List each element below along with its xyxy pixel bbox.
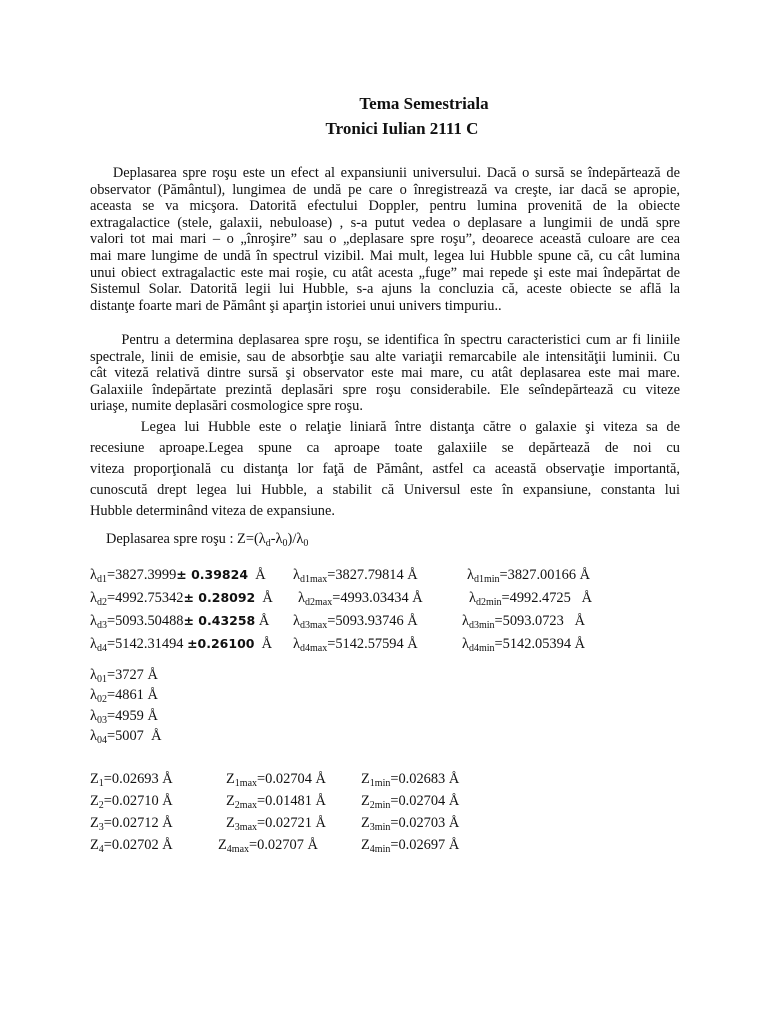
lambda-0-row-value: =3727 Å — [106, 667, 158, 683]
lambda-d-max-subscript: d2max — [304, 597, 333, 608]
z-cell — [90, 836, 173, 854]
z-max-symbol: Z — [226, 771, 235, 787]
z-min-subscript: 1min — [369, 778, 391, 789]
lambda-d-min-value: =4992.4725 Å — [501, 590, 593, 606]
z-max-symbol: Z — [226, 793, 235, 809]
lambda-0-row — [90, 686, 158, 704]
z-min-subscript: 3min — [369, 822, 391, 833]
lambda-d-cell-symbol: λ — [90, 636, 97, 652]
lambda-d-max-symbol: λ — [293, 613, 300, 629]
z-max-subscript: 4max — [226, 844, 250, 855]
lambda-0-row-value: =5007 Å — [106, 727, 162, 744]
lambda-d-cell-symbol: λ — [90, 613, 97, 629]
lambda-d-max-cell — [293, 635, 418, 653]
z-cell-value: =0.02710 Å — [103, 793, 173, 809]
formula-sub-0b: 0 — [303, 538, 309, 549]
z-min-value: =0.02683 Å — [390, 771, 460, 787]
lambda-d-unit: Å — [248, 567, 266, 583]
redshift-formula — [106, 530, 308, 548]
z-max-value: =0.02704 Å — [257, 771, 326, 787]
z-min-value: =0.02697 Å — [390, 837, 460, 853]
z-max-cell — [226, 770, 326, 788]
z-cell-symbol: Z — [90, 771, 99, 787]
lambda-d-min-subscript: d1min — [473, 574, 500, 585]
author-line: Tronici Iulian 2111 C — [325, 119, 479, 138]
lambda-d-max-subscript: d4max — [299, 643, 328, 654]
z-max-value: =0.02721 Å — [257, 815, 326, 831]
paragraph-line: mai mare lungime de undă în spectrul vizibil. Mai mult, legea lui Hubble spune că, cu cât lumina — [90, 248, 680, 264]
z-cell — [90, 814, 173, 832]
z-min-cell — [361, 814, 459, 832]
lambda-d-uncertainty: ± 0.28092 — [183, 590, 256, 605]
lambda-d-cell-value: =5093.50488 — [106, 613, 184, 629]
paragraph-line: Sistemul Solar. Datorită legii lui Hubble, s-a ajuns la concluzia că, aceste obiecte se află la — [90, 281, 680, 298]
lambda-0-row — [90, 707, 158, 725]
lambda-d-max-symbol: λ — [293, 636, 300, 652]
lambda-d-min-cell — [469, 589, 592, 607]
lambda-d-cell-subscript: d3 — [96, 620, 107, 631]
formula-end: )/λ — [287, 531, 304, 547]
lambda-d-min-subscript: d4min — [468, 643, 495, 654]
lambda-d-unit: Å — [255, 613, 270, 629]
lambda-d-max-value: =5093.93746 Å — [327, 613, 418, 629]
z-max-symbol: Z — [226, 815, 235, 831]
z-cell-value: =0.02712 Å — [103, 815, 173, 831]
z-max-cell — [218, 836, 318, 854]
lambda-d-cell-subscript: d4 — [96, 643, 107, 654]
lambda-d-uncertainty: ±0.26100 — [187, 636, 255, 651]
formula-prefix: Deplasarea spre roşu : Z=(λ — [106, 531, 266, 547]
lambda-d-min-subscript: d2min — [475, 597, 502, 608]
lambda-d-min-value: =5093.0723 Å — [494, 613, 586, 629]
lambda-d-min-symbol: λ — [462, 636, 469, 652]
lambda-d-max-cell — [293, 566, 418, 584]
paragraph-line: unui obiect extragalactic este mai roşie, cu atât acesta „fuge” mai repede şi este mai îndepărtat de — [90, 264, 680, 281]
lambda-d-min-cell — [467, 566, 590, 584]
lambda-d-max-value: =3827.79814 Å — [327, 567, 418, 583]
paragraph-line: viteza proporţională cu distanţa lor faţă de Pământ, astfel ca această observaţie importantă, — [90, 461, 680, 477]
lambda-d-min-subscript: d3min — [468, 620, 495, 631]
lambda-0-row-symbol: λ — [90, 687, 97, 704]
z-cell-symbol: Z — [90, 793, 99, 809]
lambda-d-uncertainty: ± 0.39824 — [176, 567, 249, 582]
lambda-d-unit: Å — [254, 636, 273, 652]
lambda-d-cell-value: =3827.3999 — [106, 567, 177, 583]
z-min-cell — [361, 770, 459, 788]
lambda-d-cell — [90, 635, 272, 653]
lambda-0-row-symbol: λ — [90, 727, 97, 744]
z-max-symbol: Z — [218, 837, 227, 853]
lambda-0-row — [90, 666, 158, 684]
lambda-0-row-subscript: 02 — [96, 694, 107, 706]
lambda-d-cell — [90, 566, 266, 584]
lambda-d-max-value: =5142.57594 Å — [327, 636, 418, 652]
lambda-0-row-symbol: λ — [90, 667, 97, 683]
z-cell-subscript: 1 — [98, 778, 104, 789]
lambda-d-cell — [90, 589, 273, 607]
lambda-d-cell-value: =4992.75342 — [106, 590, 184, 606]
z-min-cell — [361, 792, 459, 810]
lambda-d-min-cell — [462, 612, 585, 630]
z-cell-value: =0.02702 Å — [103, 837, 173, 853]
z-max-value: =0.01481 Å — [257, 793, 326, 809]
lambda-d-cell — [90, 612, 269, 630]
z-min-subscript: 4min — [369, 844, 391, 855]
paragraph-line: spectrale, linii de emisie, sau de absorbţie sau alte variaţii remarcabile ale intensităţii luminii. Cu — [90, 348, 680, 365]
lambda-d-min-symbol: λ — [467, 567, 474, 583]
lambda-0-row-subscript: 01 — [96, 674, 107, 685]
lambda-0-row-subscript: 04 — [96, 734, 107, 746]
paragraph-line: recesiune aproape.Legea spune ca aproape toate galaxiile se depărtează de noi cu — [90, 440, 680, 456]
lambda-0-row-subscript: 03 — [96, 714, 107, 726]
lambda-d-max-subscript: d3max — [299, 620, 328, 631]
lambda-0-row — [90, 727, 161, 745]
paragraph-line: observator (Pământul), lungimea de undă pe care o înregistrează va creşte, iar dacă se apropie, — [90, 181, 680, 198]
lambda-d-cell-value: =5142.31494 — [106, 636, 188, 652]
paragraph-line: uriaşe, numite deplasări cosmologice spre roşu. — [90, 398, 363, 415]
z-max-subscript: 3max — [234, 822, 258, 833]
lambda-d-min-value: =3827.00166 Å — [499, 567, 591, 583]
z-cell-subscript: 4 — [98, 844, 104, 855]
paragraph-line: cât viteză relativă dintre sursă şi observator este mai mare, cu atât deplasarea este mai mare. — [90, 365, 680, 382]
document-title: Tema Semestriala — [359, 94, 489, 113]
lambda-d-cell-symbol: λ — [90, 567, 97, 583]
paragraph-line: cunoscută drept legea lui Hubble, a stabilit că Universul este în expansiune, constanta lui — [90, 482, 680, 498]
z-min-symbol: Z — [361, 815, 370, 831]
z-cell-symbol: Z — [90, 837, 99, 853]
lambda-0-row-value: =4959 Å — [106, 707, 158, 724]
z-min-value: =0.02703 Å — [390, 815, 460, 831]
z-max-cell — [226, 792, 326, 810]
paragraph-line: Pentru a determina deplasarea spre roşu, se identifica în spectru caracteristici cum ar fi liniile — [90, 332, 680, 348]
lambda-d-max-symbol: λ — [298, 590, 305, 606]
lambda-d-max-cell — [298, 589, 423, 607]
z-cell — [90, 770, 173, 788]
z-max-value: =0.02707 Å — [249, 837, 318, 853]
lambda-d-max-cell — [293, 612, 418, 630]
paragraph-line: Deplasarea spre roşu este un efect al expansiunii universului. Dacă o sursă se îndepărtează de — [90, 165, 680, 181]
z-cell-subscript: 2 — [98, 800, 104, 811]
z-max-subscript: 2max — [234, 800, 258, 811]
z-cell-symbol: Z — [90, 815, 99, 831]
formula-sub-0: 0 — [282, 538, 288, 549]
lambda-d-min-value: =5142.05394 Å — [494, 636, 586, 652]
lambda-d-max-value: =4993.03434 Å — [332, 590, 423, 606]
z-min-value: =0.02704 Å — [390, 793, 460, 809]
paragraph-line: Galaxiile îndepărtate prezintă deplasări spre roşu considerabile. Ele seîndepărtează cu viteze — [90, 381, 680, 398]
formula-mid: -λ — [270, 531, 283, 547]
z-min-cell — [361, 836, 459, 854]
z-max-cell — [226, 814, 326, 832]
z-cell-value: =0.02693 Å — [103, 771, 173, 787]
lambda-d-min-cell — [462, 635, 585, 653]
paragraph-line: distanţe foarte mari de Pământ şi aparţin istoriei unui univers timpuriu.. — [90, 297, 502, 314]
lambda-0-row-symbol: λ — [90, 707, 97, 724]
paragraph-line: extragalactice (stele, galaxii, nebuloase) , s-a putut vedea o deplasare a lungimii de undă spre — [90, 214, 680, 231]
lambda-d-cell-subscript: d1 — [96, 574, 107, 585]
lambda-d-min-symbol: λ — [469, 590, 476, 606]
lambda-d-cell-symbol: λ — [90, 590, 97, 606]
lambda-d-unit: Å — [255, 590, 273, 606]
z-min-subscript: 2min — [369, 800, 391, 811]
lambda-d-uncertainty: ± 0.43258 — [183, 613, 256, 628]
paragraph-line: valori tot mai mari – o „înroşire” sau o „deplasare spre roşu”, deoarece această culoare are cea — [90, 231, 680, 248]
paragraph-line: Legea lui Hubble este o relaţie liniară între distanţa către o galaxie şi viteza sa de — [90, 419, 680, 435]
z-min-symbol: Z — [361, 837, 370, 853]
lambda-d-min-symbol: λ — [462, 613, 469, 629]
lambda-0-row-value: =4861 Å — [106, 687, 158, 704]
z-min-symbol: Z — [361, 771, 370, 787]
lambda-d-cell-subscript: d2 — [96, 597, 107, 608]
lambda-d-max-subscript: d1max — [299, 574, 328, 585]
z-cell-subscript: 3 — [98, 822, 104, 833]
formula-sub-d: d — [265, 538, 271, 549]
z-min-symbol: Z — [361, 793, 370, 809]
z-cell — [90, 792, 173, 810]
paragraph-line: Hubble determinând viteza de expansiune. — [90, 503, 335, 519]
z-max-subscript: 1max — [234, 778, 258, 789]
paragraph-line: aceasta se va micşora. Datorită efectului Doppler, pentru lumina provenită de la obiecte — [90, 198, 680, 215]
lambda-d-max-symbol: λ — [293, 567, 300, 583]
